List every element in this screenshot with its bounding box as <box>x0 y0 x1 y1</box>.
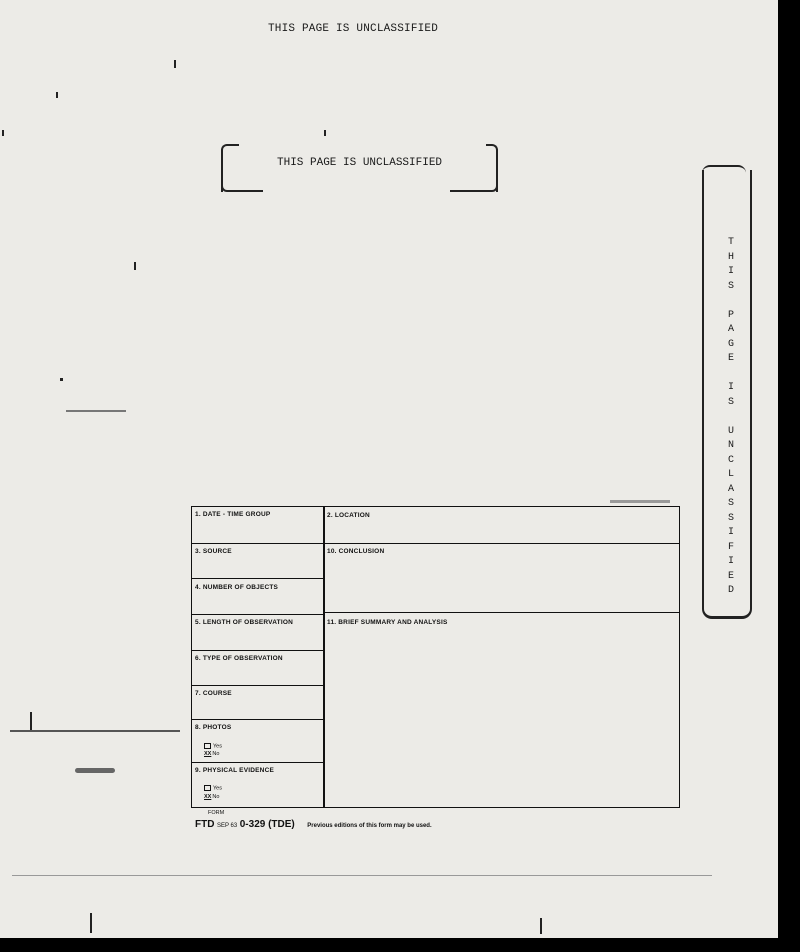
vertical-classification-banner <box>725 236 737 599</box>
footer-note: Previous editions of this form may be used. <box>307 823 432 829</box>
vertical-banner-letter: I <box>727 556 734 567</box>
photos-label: 8. PHOTOS <box>195 724 232 731</box>
vertical-banner-letter: S <box>727 498 734 509</box>
form-column-divider <box>323 507 325 807</box>
vertical-banner-letter: A <box>727 483 734 495</box>
scan-speck <box>174 60 176 68</box>
framed-classification-banner: THIS PAGE IS UNCLASSIFIED <box>277 157 443 169</box>
vertical-banner-letter <box>725 294 737 309</box>
vertical-banner-letter: E <box>727 353 734 364</box>
scan-speck <box>610 500 670 503</box>
footer-date: SEP 63 <box>216 823 238 829</box>
conclusion-label: 10. CONCLUSION <box>327 548 385 555</box>
course-label: 7. COURSE <box>195 690 232 697</box>
vertical-banner-letter: D <box>727 585 734 596</box>
location-label: 2. LOCATION <box>327 512 370 519</box>
vertical-banner-letter: P <box>727 309 734 321</box>
vertical-banner-letter: A <box>727 324 734 335</box>
photos-no-option[interactable] <box>204 751 219 757</box>
vertical-banner-letter: S <box>727 396 734 408</box>
form-row-divider <box>192 650 323 651</box>
scan-speck <box>90 913 92 933</box>
source-label: 3. SOURCE <box>195 548 232 555</box>
scan-speck <box>66 410 126 412</box>
frame-bracket <box>486 144 498 192</box>
form-footer <box>195 819 432 830</box>
form-row-divider <box>192 762 323 763</box>
footer-form-number: 0-329 (TDE) <box>239 819 295 830</box>
ufo-report-form <box>191 506 680 808</box>
form-row-divider <box>192 614 323 615</box>
vertical-banner-letter: C <box>727 454 734 466</box>
vertical-banner-letter: N <box>727 440 734 451</box>
number-of-objects-label: 4. NUMBER OF OBJECTS <box>195 584 279 591</box>
scan-speck <box>12 875 712 876</box>
vertical-banner-letter: L <box>727 469 734 480</box>
scan-speck <box>540 918 542 934</box>
type-of-observation-label: 6. TYPE OF OBSERVATION <box>195 655 283 662</box>
vertical-banner-letter: I <box>727 527 734 538</box>
physical-evidence-label: 9. PHYSICAL EVIDENCE <box>195 767 275 774</box>
vertical-banner-letter <box>725 367 737 382</box>
scan-border-right <box>778 0 800 952</box>
vertical-banner-letter <box>725 410 737 425</box>
vertical-banner-letter: I <box>727 382 734 393</box>
vertical-banner-letter: T <box>727 237 734 248</box>
date-time-group-label: 1. DATE - TIME GROUP <box>195 511 271 518</box>
scan-speck <box>60 378 63 381</box>
photos-no-mark: XX <box>204 751 212 757</box>
form-row-divider <box>192 719 323 720</box>
scan-speck <box>30 712 32 732</box>
form-row-divider <box>192 543 679 544</box>
photos-yes-option[interactable] <box>204 743 222 749</box>
checkbox-icon <box>204 785 211 791</box>
physical-evidence-no-mark: XX <box>204 794 212 800</box>
photos-no-label: No <box>212 751 220 757</box>
scan-border-bottom <box>0 938 800 952</box>
footer-form-word: FORM <box>208 810 225 816</box>
checkbox-icon <box>204 743 211 749</box>
form-row-divider <box>192 578 323 579</box>
vertical-banner-letter: S <box>727 512 734 524</box>
scan-speck <box>134 262 136 270</box>
physical-evidence-no-option[interactable] <box>204 794 219 800</box>
physical-evidence-yes-label: Yes <box>213 785 222 792</box>
scan-speck <box>75 768 115 773</box>
scan-speck <box>10 730 180 732</box>
length-of-observation-label: 5. LENGTH OF OBSERVATION <box>195 619 293 626</box>
vertical-banner-letter: I <box>727 266 734 277</box>
photos-yes-label: Yes <box>213 743 222 750</box>
footer-ftd: FTD <box>195 819 215 830</box>
scan-speck <box>56 92 58 98</box>
physical-evidence-yes-option[interactable] <box>204 785 222 791</box>
brief-summary-label: 11. BRIEF SUMMARY AND ANALYSIS <box>327 619 448 626</box>
form-row-divider <box>323 612 679 613</box>
vertical-banner-letter: U <box>727 425 734 437</box>
vertical-banner-letter: S <box>727 280 734 292</box>
scan-speck <box>324 130 326 136</box>
frame-bracket <box>221 174 263 192</box>
scan-speck <box>2 130 4 136</box>
form-row-divider <box>192 685 323 686</box>
vertical-banner-letter: G <box>727 338 734 350</box>
vertical-banner-letter: H <box>727 251 734 263</box>
top-classification-banner: THIS PAGE IS UNCLASSIFIED <box>268 23 439 35</box>
vertical-banner-letter: F <box>727 541 734 553</box>
vertical-banner-letter: E <box>727 570 734 582</box>
physical-evidence-no-label: No <box>212 794 220 800</box>
